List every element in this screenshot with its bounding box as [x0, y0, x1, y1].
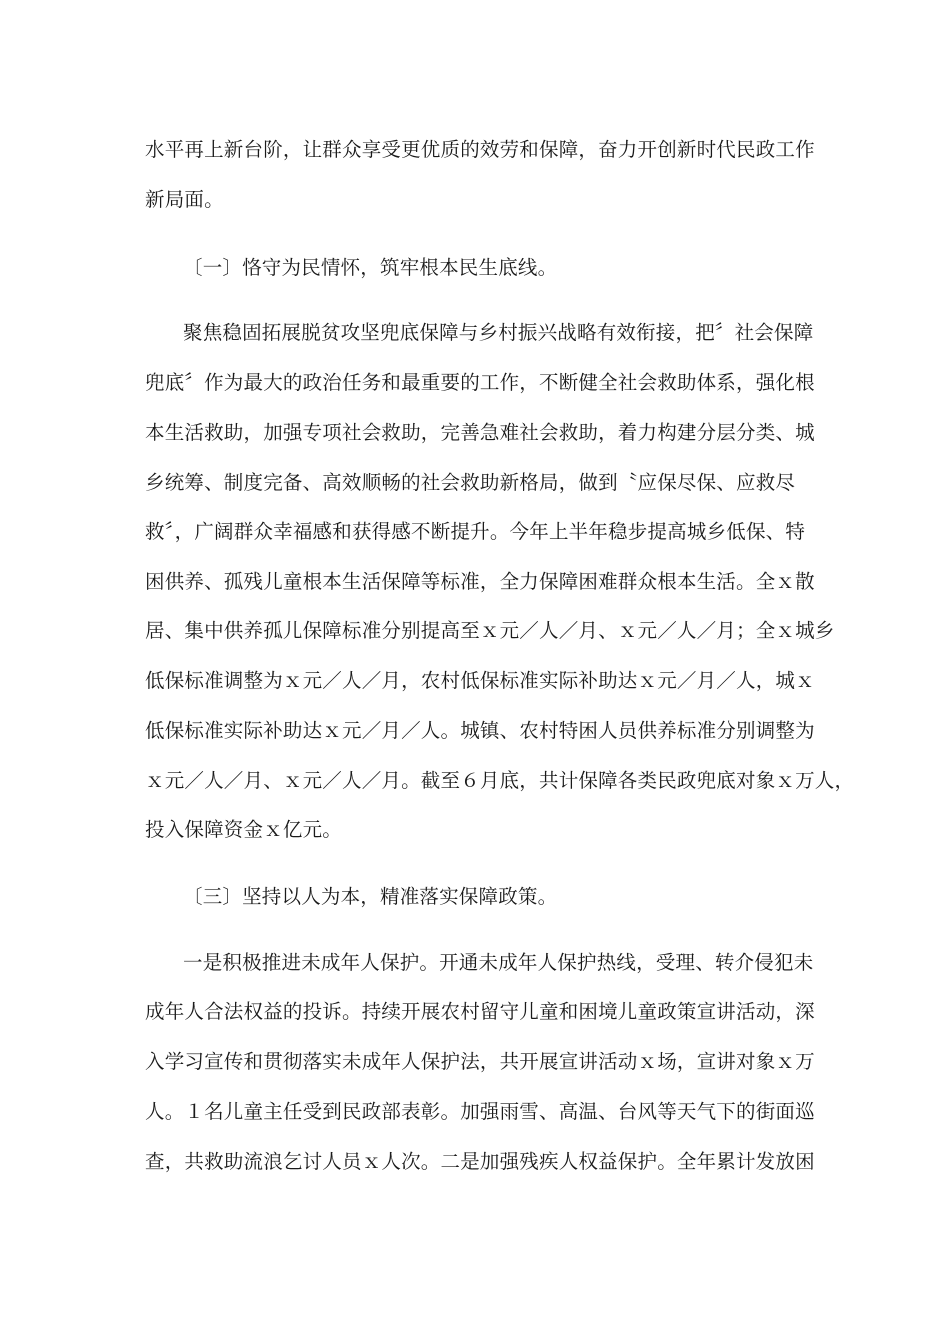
paragraph-line: 困供养、孤残儿童根本生活保障等标准，全力保障困难群众根本生活。全ｘ散 — [145, 570, 815, 593]
paragraph-line: 兜底〞作为最大的政治任务和最重要的工作，不断健全社会救助体系，强化根 — [145, 371, 815, 394]
paragraph-line: 救〞，广阔群众幸福感和获得感不断提升。今年上半年稳步提高城乡低保、特 — [145, 520, 806, 543]
paragraph-line: 聚焦稳固拓展脱贫攻坚兜底保障与乡村振兴战略有效衔接，把〞社会保障 — [183, 321, 814, 344]
section-heading-3: 〔三〕坚持以人为本，精准落实保障政策。 — [183, 885, 558, 908]
paragraph-line: 水平再上新台阶，让群众享受更优质的效劳和保障，奋力开创新时代民政工作 — [145, 138, 815, 161]
paragraph-line: ｘ元／人／月、ｘ元／人／月。截至６月底，共计保障各类民政兜底对象ｘ万人， — [145, 769, 855, 792]
paragraph-line: 低保标准实际补助达ｘ元／月／人。城镇、农村特困人员供养标准分别调整为 — [145, 719, 815, 742]
paragraph-line: 入学习宣传和贯彻落实未成年人保护法，共开展宣讲活动ｘ场，宣讲对象ｘ万 — [145, 1050, 815, 1073]
section-heading-1: 〔一〕恪守为民情怀，筑牢根本民生底线。 — [183, 256, 558, 279]
paragraph-line: 查，共救助流浪乞讨人员ｘ人次。二是加强残疾人权益保护。全年累计发放困 — [145, 1150, 815, 1173]
paragraph-line: 投入保障资金ｘ亿元。 — [145, 818, 343, 841]
paragraph-line: 成年人合法权益的投诉。持续开展农村留守儿童和困境儿童政策宣讲活动，深 — [145, 1000, 815, 1023]
paragraph-line: 乡统筹、制度完备、高效顺畅的社会救助新格局，做到〝应保尽保、应救尽 — [145, 471, 796, 494]
paragraph-line: 一是积极推进未成年人保护。开通未成年人保护热线，受理、转介侵犯未 — [183, 951, 814, 974]
paragraph-line: 本生活救助，加强专项社会救助，完善急难社会救助，着力构建分层分类、城 — [145, 421, 815, 444]
paragraph-line: 低保标准调整为ｘ元／人／月，农村低保标准实际补助达ｘ元／月／人，城ｘ — [145, 669, 815, 692]
paragraph-line: 新局面。 — [145, 188, 224, 211]
paragraph-line: 居、集中供养孤儿保障标准分别提高至ｘ元／人／月、ｘ元／人／月；全ｘ城乡 — [145, 619, 835, 642]
paragraph-line: 人。１名儿童主任受到民政部表彰。加强雨雪、高温、台风等天气下的街面巡 — [145, 1100, 815, 1123]
